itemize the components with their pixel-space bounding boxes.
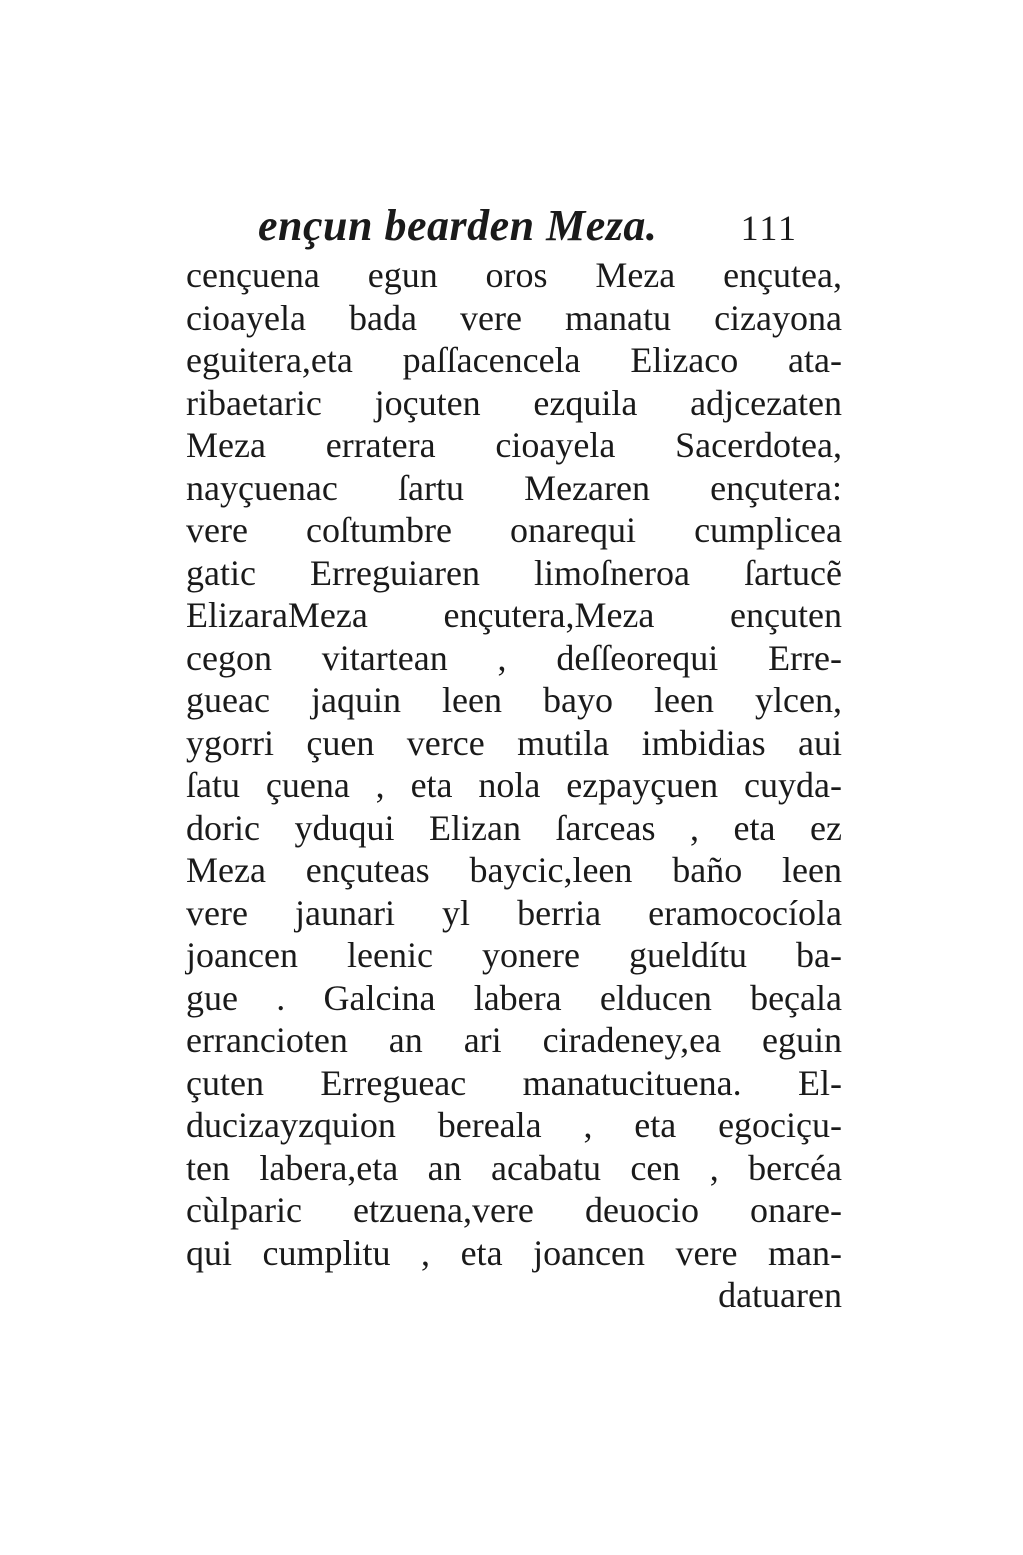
text-line: gue . Galcina labera elducen beçala [186, 977, 842, 1018]
text-line: cioayela bada vere manatu cizayona [186, 297, 842, 338]
text-line: errancioten an ari ciradeney,ea eguin [186, 1020, 842, 1060]
text-line: gueac jaquin leen bayo leen ylcen, [186, 680, 842, 720]
text-line: Meza ençuteas baycic,leen baño leen [186, 850, 842, 890]
body-text [186, 254, 842, 1317]
text-line: vere jaunari yl berria eramococíola [186, 892, 842, 933]
text-line: qui cumplitu , eta joancen vere man- [186, 1232, 842, 1273]
text-line: eguitera,eta paſſacencela Elizaco ata- [186, 340, 842, 380]
text-line: ten labera,eta an acabatu cen , bercéa [186, 1147, 842, 1188]
page-number: 111 [740, 208, 798, 248]
text-line: joancen leenic yonere gueldítu ba- [186, 935, 842, 975]
text-line: Meza erratera cioayela Sacerdotea, [186, 425, 842, 465]
text-line: ſatu çuena , eta nola ezpayçuen cuyda- [186, 765, 842, 805]
text-line: ribaetaric joçuten ezquila adjcezaten [186, 382, 842, 423]
text-line: nayçuenac ſartu Mezaren ençutera: [186, 467, 842, 508]
running-head [258, 198, 798, 258]
text-line: gatic Erreguiaren limoſneroa ſartucẽ [186, 552, 842, 593]
text-line: vere coſtumbre onarequi cumplicea [186, 510, 842, 550]
text-line: ducizayzquion bereala , eta egociçu- [186, 1105, 842, 1145]
text-line: cegon vitartean , deſſeorequi Erre- [186, 637, 842, 678]
text-line: çuten Erregueac manatucituena. El- [186, 1062, 842, 1103]
text-line: cençuena egun oros Meza ençutea, [186, 255, 842, 295]
text-line: ElizaraMeza ençutera,Meza ençuten [186, 595, 842, 635]
text-line: cùlparic etzuena,vere deuocio onare- [186, 1190, 842, 1230]
text-line: doric yduqui Elizan ſarceas , eta ez [186, 807, 842, 848]
catchword: datuaren [718, 1275, 842, 1315]
text-line: ygorri çuen verce mutila imbidias aui [186, 722, 842, 763]
running-title: ençun bearden Meza. [258, 201, 658, 250]
